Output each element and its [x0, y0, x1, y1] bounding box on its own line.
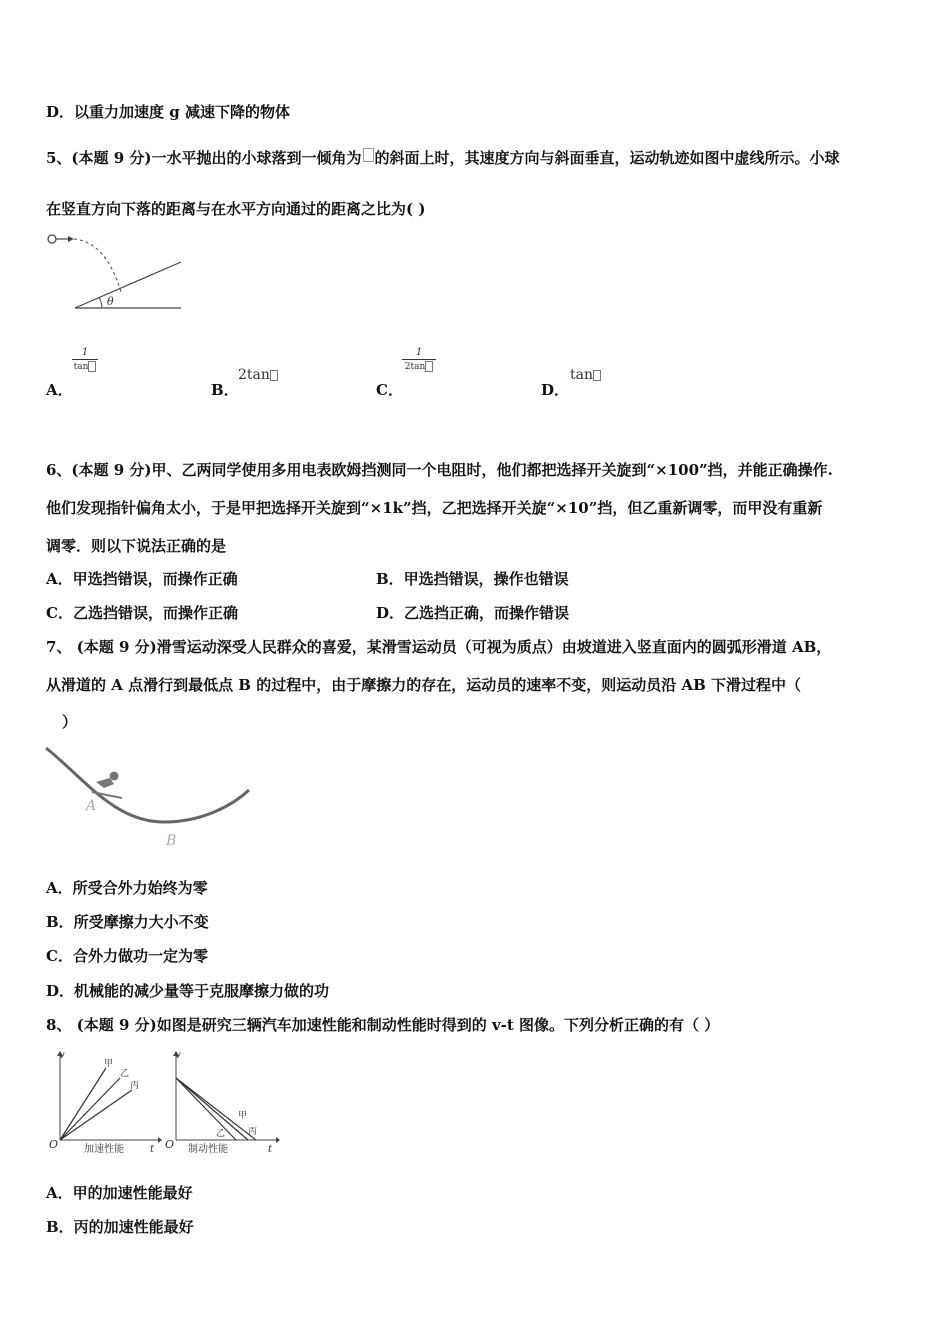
- q6-stem-line3: 调零．则以下说法正确的是: [46, 537, 227, 555]
- theta-placeholder-icon: [593, 370, 601, 381]
- graph2-x-label: t: [268, 1144, 273, 1155]
- q4-option-d: D．以重力加速度 g 减速下降的物体: [46, 103, 290, 121]
- theta-placeholder-icon: [270, 370, 278, 381]
- q5-stem-line1-start: 5、(本题 9 分)一水平抛出的小球落到一倾角为: [46, 149, 362, 167]
- q6-stem-line1: 6、(本题 9 分)甲、乙两同学使用多用电表欧姆挡测同一个电阻时，他们都把选择开关旋到“×100”挡，并能正确操作.: [46, 461, 833, 479]
- q6-option-b: B．甲选挡错误，操作也错误: [376, 570, 569, 588]
- theta-placeholder-icon: [425, 361, 433, 372]
- q5-option-a-label: A．: [46, 381, 73, 399]
- q5-option-a-num: 1: [81, 347, 89, 358]
- line-yi: [176, 1078, 236, 1140]
- graph2-origin-label: O: [165, 1138, 175, 1151]
- q7-option-c: C．合外力做功一定为零: [46, 947, 208, 965]
- q5-figure-incline: [44, 228, 189, 316]
- q8-option-a: A．甲的加速性能最好: [46, 1184, 193, 1202]
- incline-line: [75, 262, 181, 308]
- q8-graph-acceleration: [44, 1048, 164, 1156]
- graph1-origin-label: O: [49, 1138, 59, 1151]
- q6-stem-line2: 他们发现指针偏角太小，于是甲把选择开关旋到“×1k”挡，乙把选择开关旋“×10”挡，但乙重新调零，而甲没有重新: [46, 499, 823, 517]
- q5-option-c-den-text: 2tan: [404, 362, 426, 372]
- q5-option-c-den: [402, 361, 436, 372]
- line-bing: [60, 1090, 132, 1140]
- q5-option-c-fraction: [402, 347, 436, 372]
- q7-option-a: A．所受合外力始终为零: [46, 879, 208, 897]
- graph1-yi-label: 乙: [120, 1069, 130, 1079]
- q5-option-a-fraction: [72, 347, 98, 372]
- trajectory-dashed: [74, 239, 121, 292]
- q6-option-a: A．甲选挡错误，而操作正确: [46, 570, 238, 588]
- q5-option-b-expr: [238, 367, 278, 383]
- q5-option-b-label: B．: [211, 381, 239, 399]
- q5-option-b-text: 2tan: [238, 367, 270, 383]
- q5-option-c-label: C．: [376, 381, 403, 399]
- q5-option-c-num: 1: [415, 347, 423, 358]
- q7-stem-line3: ）: [62, 713, 78, 731]
- q7-option-d: D．机械能的减少量等于克服摩擦力做的功: [46, 982, 330, 1000]
- graph1-caption: 加速性能: [84, 1144, 124, 1155]
- graph1-x-label: t: [150, 1144, 155, 1155]
- line-yi: [60, 1078, 120, 1140]
- graph2-yi-label: 乙: [216, 1129, 226, 1139]
- q5-stem-line1-end: 的斜面上时，其速度方向与斜面垂直，运动轨迹如图中虚线所示。小球: [374, 149, 840, 167]
- graph2-jia-label: 甲: [238, 1111, 248, 1121]
- q6-option-d: D．乙选挡正确，而操作错误: [376, 604, 570, 622]
- point-a-label: A: [86, 798, 97, 814]
- graph1-bing-label: 丙: [130, 1081, 140, 1091]
- point-b-label: B: [166, 833, 177, 849]
- graph1-y-label: v: [59, 1050, 65, 1061]
- graph1-jia-label: 甲: [104, 1059, 114, 1069]
- q5-option-d-label: D．: [541, 381, 570, 399]
- q7-stem-line2: 从滑道的 A 点滑行到最低点 B 的过程中，由于摩擦力的存在，运动员的速率不变，则运动员沿 AB 下滑过程中（: [46, 676, 801, 694]
- q5-option-d-expr: [570, 367, 601, 383]
- q8-stem-line1: 8、 (本题 9 分)如图是研究三辆汽车加速性能和制动性能时得到的 v-t 图像。下列分析正确的有（ ）: [46, 1016, 720, 1034]
- graph2-caption: 制动性能: [188, 1144, 228, 1155]
- q6-option-c: C．乙选挡错误，而操作正确: [46, 604, 238, 622]
- q7-stem-line1: 7、 (本题 9 分)滑雪运动深受人民群众的喜爱，某滑雪运动员（可视为质点）由坡道进入竖直面内的圆弧形滑道 AB，: [46, 638, 832, 656]
- q5-stem-line1: [46, 148, 840, 168]
- graph2-bing-label: 丙: [248, 1127, 258, 1137]
- slope-curve: [46, 748, 249, 822]
- theta-placeholder-icon: [88, 361, 96, 372]
- q5-option-d-text: tan: [570, 367, 593, 383]
- q5-stem-line2: 在竖直方向下落的距离与在水平方向通过的距离之比为( ): [46, 200, 426, 218]
- theta-placeholder-icon: [363, 148, 374, 162]
- line-jia: [60, 1068, 106, 1140]
- q7-figure-ski-slope: [44, 742, 256, 850]
- theta-label: θ: [107, 295, 114, 308]
- q8-option-b: B．丙的加速性能最好: [46, 1218, 194, 1236]
- q5-option-a-den: [72, 361, 98, 372]
- q8-graph-braking: [160, 1048, 284, 1156]
- q5-option-a-den-text: tan: [73, 362, 89, 372]
- q7-option-b: B．所受摩擦力大小不变: [46, 913, 209, 931]
- ball-icon: [48, 235, 56, 243]
- line-jia: [176, 1078, 248, 1140]
- graph2-y-label: v: [175, 1050, 181, 1061]
